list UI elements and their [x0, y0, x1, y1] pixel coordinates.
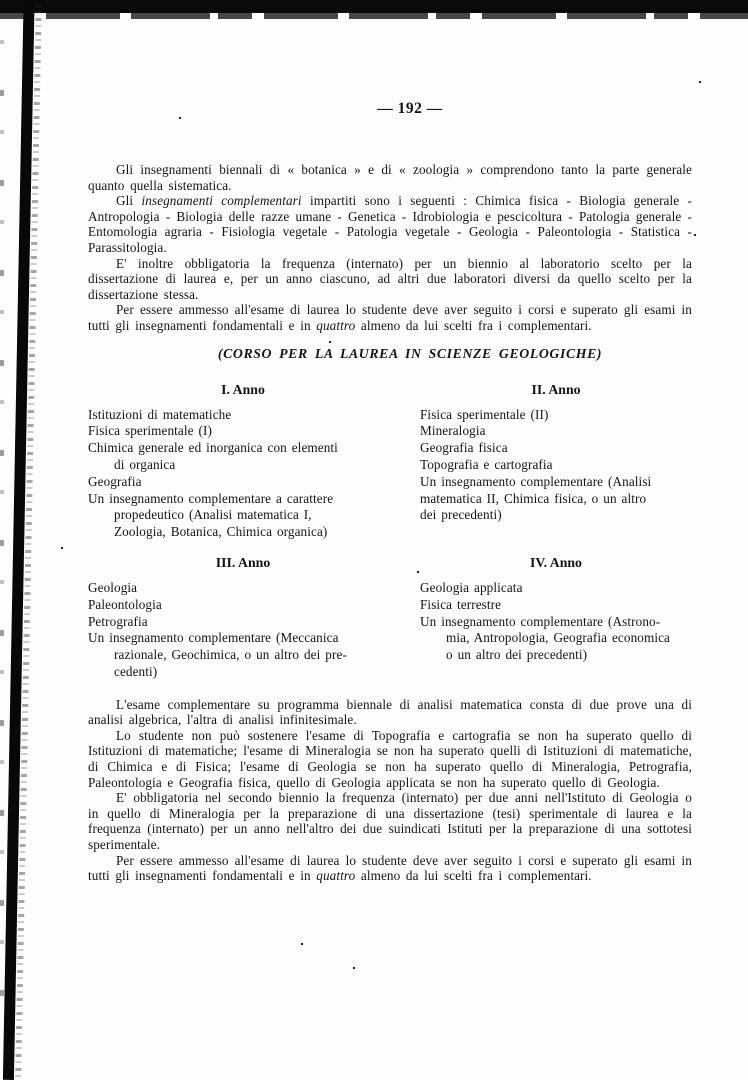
course-line: Zoologia, Botanica, Chimica organica) — [114, 524, 328, 540]
course-line: Fisica sperimentale (II) — [420, 406, 549, 422]
year-label: III. Anno — [215, 554, 271, 570]
paragraph: E' obbligatoria nel secondo biennio la frequenza (internato) per due anni nell'Istituto di Geologia o in quello di Mineralogia per la preparazione di una dissertazione (tesi) sperimentale di laurea e la frequenza (internato) per un anno nell'altro dei due suindicati Istituti per la preparazione di una sottotesi sperimentale. — [88, 790, 692, 853]
course-line: Fisica terrestre — [420, 596, 502, 612]
year-column — [88, 382, 420, 541]
paragraph: E' inoltre obbligatoria la frequenza (internato) per un biennio al laboratorio scelto per la dissertazione di laurea e, per un anno ciascuno, ad altri due laboratori diversi da quello scelto per la dissertazione stessa. — [88, 255, 692, 302]
course-line: di organica — [114, 456, 176, 472]
course-line: Un insegnamento complementare (Astrono- — [420, 613, 661, 629]
course-line: dei precedenti) — [420, 507, 502, 523]
curriculum-years — [88, 382, 692, 681]
course-line: Un insegnamento complementare (Meccanica — [88, 630, 339, 646]
year-row — [88, 555, 692, 681]
course-line: Un insegnamento complementare (Analisi — [420, 473, 652, 489]
page-number: — 192 — — [377, 100, 443, 117]
course-line: Istituzioni di matematiche — [88, 406, 232, 422]
paragraph: Gli insegnamenti biennali di « botanica » e di « zoologia » comprendono tanto la parte generale quanto quella sistematica. — [88, 162, 692, 193]
paragraph: Gli insegnamenti complementari impartiti sono i seguenti : Chimica fisica - Biologia generale - Antropologia - Biologia delle razze umane - Genetica - Idrobiologia e pescicoltura - Patologia generale - Entomologia agraria - Fisiologia vegetale - Patologia vegetale - Geologia - Paleontologia - Statistica - Parassitologia. — [88, 193, 693, 255]
course-line: cedenti) — [114, 663, 158, 679]
course-line: Topografia e cartografia — [420, 456, 553, 472]
year-row — [88, 382, 692, 541]
course-line: mia, Antropologia, Geografia economica — [446, 630, 670, 646]
course-line: Geologia — [88, 579, 138, 595]
year-column — [88, 555, 420, 681]
year-label: I. Anno — [221, 381, 265, 397]
course-line: matematica II, Chimica fisica, o un altro — [420, 490, 647, 506]
course-line: Fisica sperimentale (I) — [88, 423, 212, 439]
year-label: IV. Anno — [530, 554, 582, 570]
paragraph: Per essere ammesso all'esame di laurea lo studente deve aver seguito i corsi e superato gli esami in tutti gli insegnamenti fondamentali e in quattro almeno da lui scelti fra i complementari. — [88, 852, 692, 884]
course-line: o un altro dei precedenti) — [446, 647, 588, 663]
intro-paragraphs — [88, 162, 692, 334]
course-line: Geografia fisica — [420, 440, 508, 456]
course-line: Mineralogia — [420, 423, 486, 439]
closing-paragraphs — [88, 697, 692, 884]
course-line: Chimica generale ed inorganica con elementi — [88, 440, 338, 456]
course-line: Geografia — [88, 473, 142, 489]
paragraph: Lo studente non può sostenere l'esame di Topografia e cartografia se non ha superato quello di Istituzioni di matematiche; l'esame di Mineralogia se non ha superato quelli di Istituzioni di matematiche, di Chimica e di Fisica; l'esame di Geologia se non ha superato quello di Mineralogia, Petrografia, Paleontologia e Geografia fisica, quello di Geologia applicata se non ha superato quello di Geologia. — [88, 727, 692, 790]
year-column — [420, 382, 692, 541]
year-column — [420, 555, 692, 681]
course-line: razionale, Geochimica, o un altro dei pre- — [114, 647, 347, 663]
course-line: Un insegnamento complementare a carattere — [88, 490, 334, 506]
course-heading: (CORSO PER LA LAUREA IN SCIENZE GEOLOGICHE) — [217, 345, 603, 361]
course-line: Paleontologia — [88, 596, 162, 612]
course-line: propedeutico (Analisi matematica I, — [114, 507, 312, 523]
paragraph: L'esame complementare su programma biennale di analisi matematica consta di due prove una di analisi algebrica, l'altra di analisi infinitesimale. — [88, 696, 692, 728]
course-line: Petrografia — [88, 613, 148, 629]
course-line: Geologia applicata — [420, 579, 523, 595]
year-label: II. Anno — [531, 381, 581, 397]
paragraph: Per essere ammesso all'esame di laurea lo studente deve aver seguito i corsi e superato gli esami in tutti gli insegnamenti fondamentali e in quattro almeno da lui scelti fra i complementari. — [88, 302, 692, 333]
